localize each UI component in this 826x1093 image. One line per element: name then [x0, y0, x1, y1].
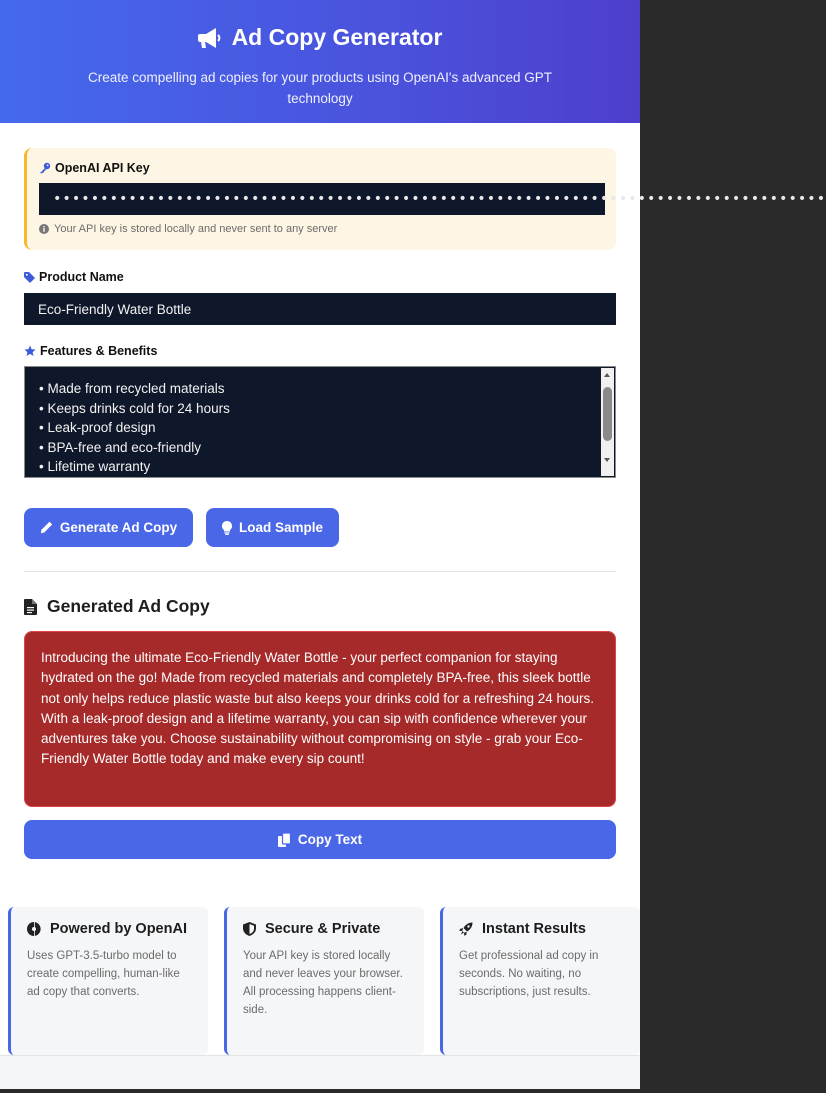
header	[0, 0, 640, 123]
info-icon	[39, 224, 49, 234]
product-name-input[interactable]: Eco-Friendly Water Bottle	[24, 293, 616, 325]
info-cards	[8, 907, 648, 1057]
feature-line: • Lifetime warranty	[39, 459, 151, 474]
scroll-up-arrow-icon[interactable]	[604, 373, 610, 377]
info-card-title: Secure & Private	[243, 921, 410, 937]
copy-icon	[278, 833, 291, 847]
info-card-text: Get professional ad copy in seconds. No waiting, no subscriptions, just results.	[459, 950, 599, 998]
generate-ad-copy-button[interactable]: Generate Ad Copy	[24, 508, 193, 547]
page-title	[0, 24, 640, 51]
rocket-icon	[459, 922, 473, 936]
document-icon	[24, 599, 37, 615]
feature-line: • Made from recycled materials	[39, 381, 225, 396]
page-subtitle: Create compelling ad copies for your products using OpenAI's advanced GPT technology	[87, 70, 553, 106]
api-key-label: OpenAI API Key	[39, 161, 150, 175]
product-name-label: Product Name	[24, 270, 124, 284]
features-textarea[interactable]	[24, 366, 616, 478]
api-key-note: Your API key is stored locally and never sent to any server	[39, 223, 337, 235]
generated-ad-copy-text: Introducing the ultimate Eco-Friendly Water Bottle - your perfect companion for staying hydrated on the go! Made from recycled materials and completely BPA-free, this sleek bottle not only helps reduce plastic waste but also keeps your drinks cold for a refreshing 24 hours. With a leak-proof design and a lifetime warranty, you can sip with confidence wherever your adventures take you. Choose sustainability without compromising on style - grab your Eco-Friendly Water Bottle today and make every sip count!	[24, 631, 616, 807]
info-card-secure	[224, 907, 424, 1055]
info-card-openai	[8, 907, 208, 1055]
info-card-text: Your API key is stored locally and never leaves your browser. All processing happens client-side.	[243, 950, 403, 1016]
lightbulb-icon	[222, 521, 232, 535]
info-card-instant	[440, 907, 640, 1055]
title-text: Ad Copy Generator	[231, 24, 443, 50]
feature-line: • Keeps drinks cold for 24 hours	[39, 400, 230, 416]
info-card-title: Powered by OpenAI	[27, 921, 194, 937]
megaphone-icon	[198, 27, 222, 49]
key-icon	[39, 162, 51, 174]
scroll-down-arrow-icon[interactable]	[604, 458, 610, 462]
info-card-text: Uses GPT-3.5-turbo model to create compelling, human-like ad copy that converts.	[27, 950, 180, 998]
footer	[0, 1055, 640, 1089]
shield-icon	[243, 922, 256, 936]
copy-text-button[interactable]: Copy Text	[24, 820, 616, 859]
load-sample-button[interactable]: Load Sample	[206, 508, 339, 547]
scroll-thumb[interactable]	[603, 387, 612, 441]
api-key-panel	[24, 148, 826, 250]
textarea-scrollbar[interactable]	[601, 368, 614, 476]
tag-icon	[24, 272, 35, 283]
output-title: Generated Ad Copy	[24, 596, 210, 617]
features-label: Features & Benefits	[24, 344, 157, 358]
star-icon	[24, 345, 36, 357]
info-card-title: Instant Results	[459, 921, 626, 937]
section-divider	[24, 571, 616, 572]
openai-icon	[27, 922, 41, 936]
feature-line: • BPA-free and eco-friendly	[39, 439, 202, 455]
pencil-icon	[40, 521, 53, 534]
feature-line: • Leak-proof design	[39, 420, 156, 435]
api-key-input[interactable]: ••••••••••••••••••••••••••••••••••••••••••••••••••••••••••••••••••••••••••••••••••	[39, 183, 605, 215]
